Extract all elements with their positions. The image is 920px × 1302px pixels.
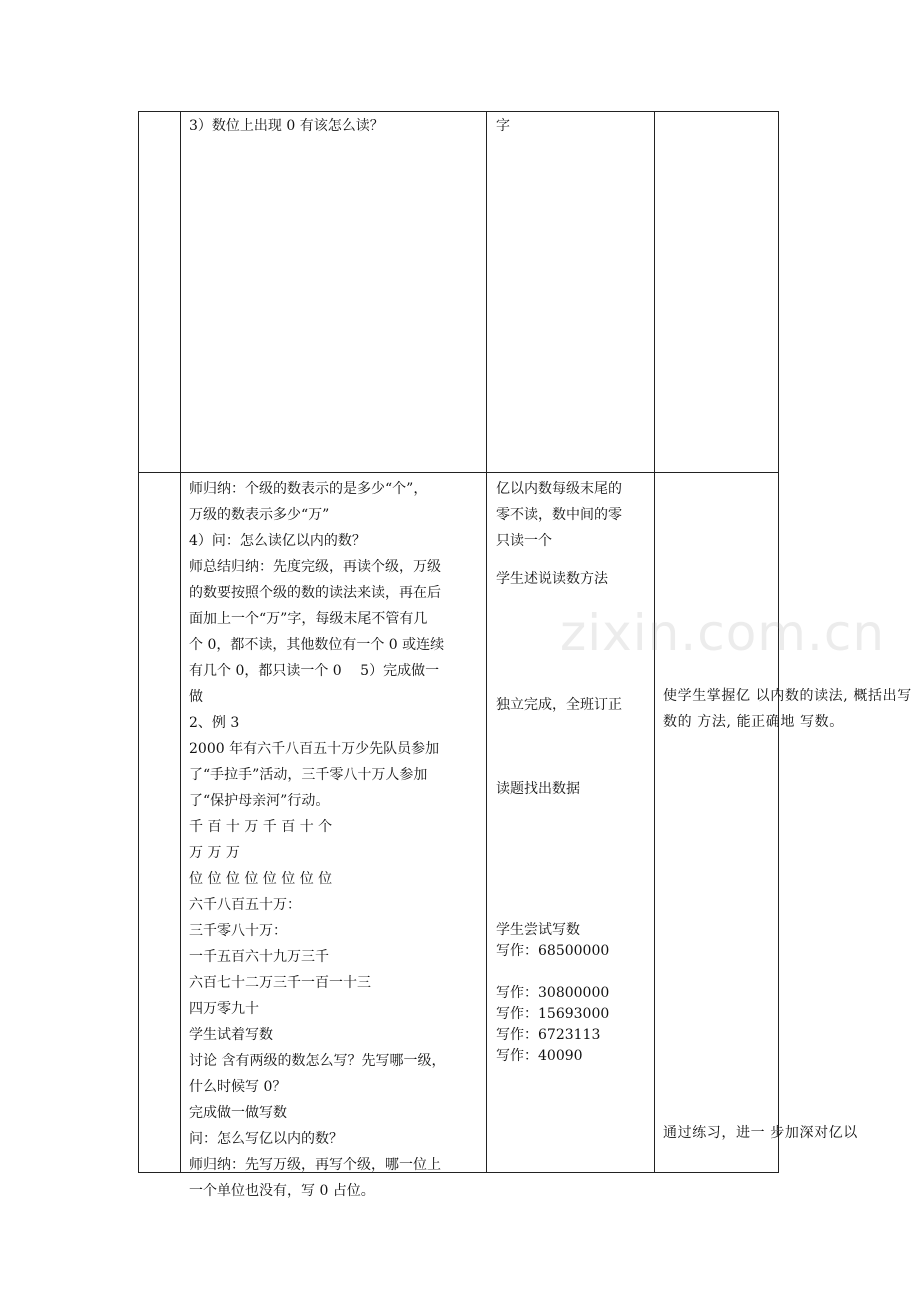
written-number: 写作：15693000 — [496, 1006, 610, 1022]
written-number: 写作：30800000 — [496, 985, 610, 1001]
intent-line: 以内数的读法, — [755, 688, 849, 704]
student-line: 只读一个 — [496, 533, 552, 549]
process-line: 学生试着写数 — [189, 1027, 273, 1043]
intent-line: 步加深对亿以 — [770, 1125, 858, 1141]
design-intent-b — [663, 1120, 858, 1146]
process-line: 了“保护母亲河”行动。 — [189, 793, 330, 809]
row1-student-text: 字 — [496, 118, 510, 134]
column-divider-2 — [486, 111, 487, 1173]
row1-student-cell — [496, 113, 510, 139]
process-line: 面加上一个“万”字，每级末尾不管有几 — [189, 611, 428, 627]
process-line: 了“手拉手”活动，三千零八十万人参加 — [189, 767, 428, 783]
process-line: 完成做一做写数 — [189, 1105, 287, 1121]
row1-process-cell — [189, 113, 384, 139]
intent-line: 写数。 — [800, 714, 844, 730]
student-reading-method — [496, 566, 608, 592]
process-line: 师归纳：个级的数表示的是多少“个”， — [189, 481, 428, 497]
place-value-row: 位 位 位 位 位 位 位 位 — [189, 871, 333, 887]
process-line: 什么时候写 0？ — [189, 1079, 287, 1095]
student-line: 学生尝试写数 — [496, 922, 580, 938]
student-find-data — [496, 776, 580, 802]
process-line: 讨论 含有两级的数怎么写？先写哪一级， — [189, 1053, 446, 1069]
process-line: 师归纳：先写万级，再写个级，哪一位上 — [189, 1157, 441, 1173]
intent-line: 使学生掌握亿 — [663, 688, 751, 704]
place-value-row: 千 百 十 万 千 百 十 个 — [189, 819, 333, 835]
intent-line: 概括出写数的 — [663, 688, 912, 730]
process-line: 四万零九十 — [189, 1001, 259, 1017]
process-line: 六百七十二万三千一百一十三 — [189, 975, 371, 991]
table-left-border — [138, 111, 139, 1173]
row1-question: 3）数位上出现 0 有该怎么读？ — [189, 118, 384, 134]
process-line: 师总结归纳：先度完级，再读个级，万级 — [189, 559, 441, 575]
watermark: zixin.com.cn — [560, 604, 886, 662]
column-divider-1 — [180, 111, 181, 1173]
process-line: 2000 年有六千八百五十万少先队员参加 — [189, 741, 440, 757]
process-line: 六千八百五十万： — [189, 897, 301, 913]
process-line: 问：怎么写亿以内的数？ — [189, 1131, 343, 1147]
student-line: 独立完成，全班订正 — [496, 697, 622, 713]
student-line: 亿以内数每级末尾的 — [496, 481, 622, 497]
process-line: 一个单位也没有，写 0 占位。 — [189, 1183, 375, 1199]
process-line: 的数要按照个级的数的读法来读，再在后 — [189, 585, 441, 601]
process-line: 万级的数表示多少“万” — [189, 507, 330, 523]
student-line: 零不读，数中间的零 — [496, 507, 622, 523]
student-write-block — [496, 920, 609, 1067]
process-line: 三千零八十万： — [189, 923, 287, 939]
place-value-row: 万 万 万 — [189, 845, 240, 861]
intent-line: 方法, 能正确地 — [697, 714, 795, 730]
row-divider — [138, 472, 779, 473]
process-line: 一千五百六十九万三千 — [189, 949, 329, 965]
written-number: 写作：6723113 — [496, 1027, 601, 1043]
row2-process-cell — [189, 476, 445, 1204]
written-number: 写作：40090 — [496, 1048, 583, 1064]
intent-line: 通过练习，进一 — [663, 1125, 766, 1141]
row2-student-cell — [496, 476, 622, 554]
table-top-border — [138, 111, 779, 112]
student-independent — [496, 692, 622, 718]
written-number: 写作：68500000 — [496, 943, 610, 959]
process-line: 个 0，都不读，其他数位有一个 0 或连续 — [189, 637, 445, 653]
student-line: 读题找出数据 — [496, 781, 580, 797]
process-line: 做 — [189, 689, 203, 705]
process-line: 2、例 3 — [189, 715, 240, 731]
process-line: 4）问：怎么读亿以内的数？ — [189, 533, 366, 549]
process-line: 有几个 0，都只读一个 0 5）完成做一 — [189, 663, 440, 679]
student-line: 学生述说读数方法 — [496, 571, 608, 587]
design-intent-a — [663, 683, 920, 735]
